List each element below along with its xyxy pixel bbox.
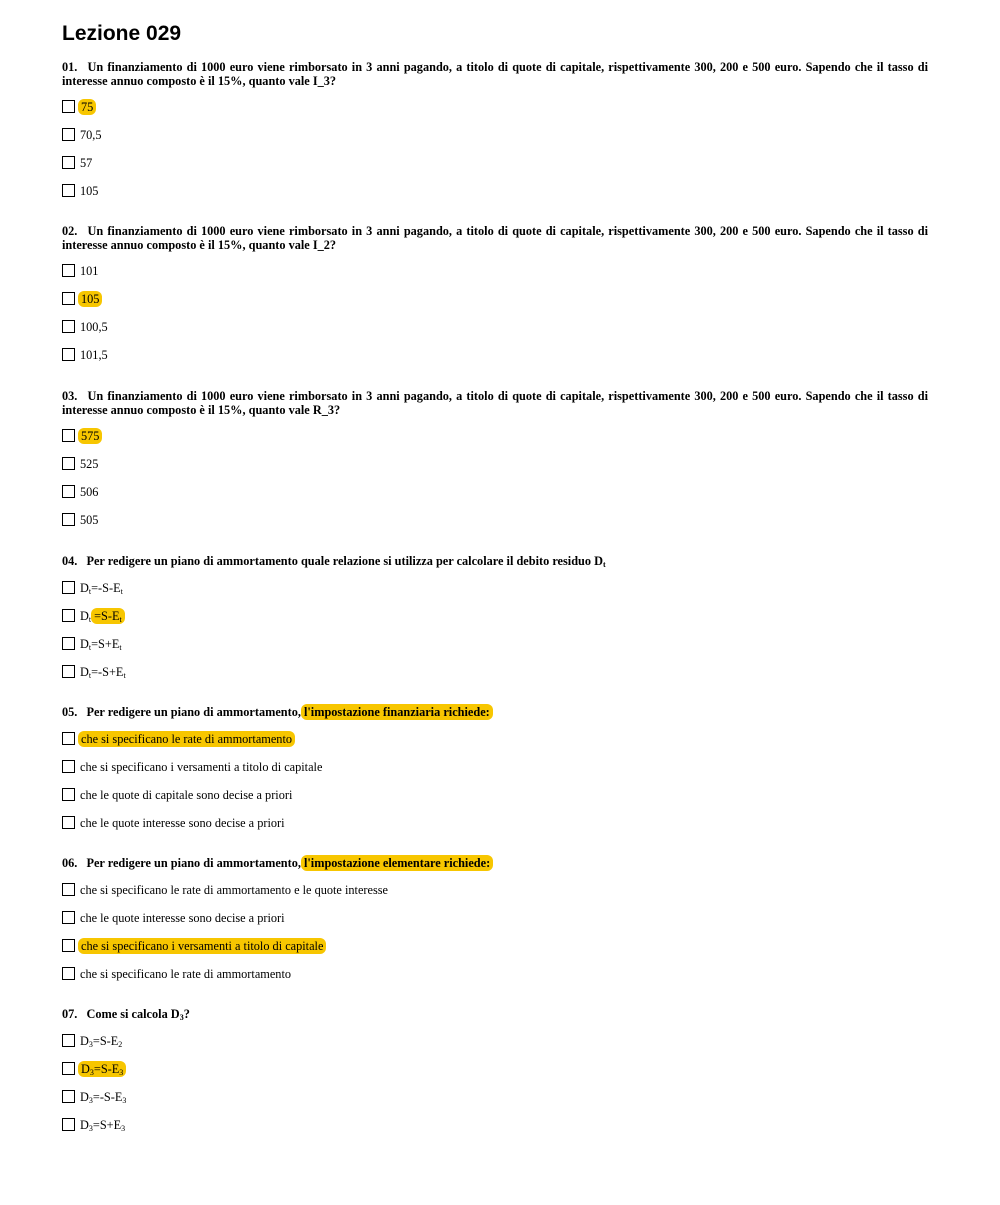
answer-label: $D_t$ — [80, 609, 92, 624]
question-body: Per redigere un piano di ammortamento, — [86, 705, 301, 719]
answer-label: 505 — [80, 513, 99, 527]
answer-label: 100,5 — [80, 320, 108, 334]
question-number: 06. — [62, 856, 78, 870]
answer-label-highlighted: 575 — [78, 428, 102, 444]
checkbox[interactable] — [62, 320, 75, 333]
answer-label: che le quote interesse sono decise a priori — [80, 816, 285, 830]
question-01 — [62, 60, 928, 211]
answer-label: 101 — [80, 264, 99, 278]
checkbox[interactable] — [62, 967, 75, 980]
question-number: 04. — [62, 554, 78, 568]
question-highlight: l'impostazione finanziaria richiede: — [301, 704, 493, 720]
question-text — [62, 856, 928, 870]
answer-option[interactable] — [62, 580, 928, 608]
answer-label: $D_t=-S+E_t$ — [80, 665, 126, 680]
answer-option[interactable] — [62, 347, 928, 375]
page-title: Lezione 029 — [62, 22, 182, 45]
answer-label: $D_t=-S-E_t$ — [80, 581, 123, 596]
checkbox[interactable] — [62, 911, 75, 924]
checkbox[interactable] — [62, 665, 75, 678]
answer-option[interactable] — [62, 938, 928, 966]
question-07 — [62, 1007, 928, 1145]
question-body: Un finanziamento di 1000 euro viene rimborsato in 3 anni pagando, a titolo di quote di capitale, rispettivamente 300, 200 e 500 euro. Sapendo che il tasso di interesse annuo composto è il 15%, quanto vale R_3? — [62, 389, 928, 417]
checkbox[interactable] — [62, 292, 75, 305]
answer-option[interactable] — [62, 291, 928, 319]
answer-option[interactable] — [62, 1033, 928, 1061]
checkbox[interactable] — [62, 429, 75, 442]
answer-option[interactable] — [62, 319, 928, 347]
answer-option[interactable] — [62, 731, 928, 759]
checkbox[interactable] — [62, 609, 75, 622]
answer-option[interactable] — [62, 882, 928, 910]
answer-options — [62, 1033, 928, 1145]
answer-label: che si specificano le rate di ammortamento e le quote interesse — [80, 883, 388, 897]
question-number: 07. — [62, 1007, 78, 1021]
answer-option[interactable] — [62, 759, 928, 787]
checkbox[interactable] — [62, 788, 75, 801]
checkbox[interactable] — [62, 1062, 75, 1075]
answer-label: $D_3=-S-E_3$ — [80, 1090, 127, 1105]
question-body: Un finanziamento di 1000 euro viene rimborsato in 3 anni pagando, a titolo di quote di capitale, rispettivamente 300, 200 e 500 euro. Sapendo che il tasso di interesse annuo composto è il 15%, quanto vale I_3? — [62, 60, 928, 88]
question-number: 05. — [62, 705, 78, 719]
checkbox[interactable] — [62, 581, 75, 594]
answer-label-highlighted: che si specificano le rate di ammortamento — [78, 731, 295, 747]
checkbox[interactable] — [62, 513, 75, 526]
question-text — [62, 705, 928, 719]
answer-label: che si specificano i versamenti a titolo di capitale — [80, 760, 323, 774]
answer-option[interactable] — [62, 1117, 928, 1145]
answer-label: 105 — [80, 184, 99, 198]
answer-options — [62, 263, 928, 375]
answer-option[interactable] — [62, 99, 928, 127]
question-text — [62, 389, 928, 417]
answer-label: che le quote di capitale sono decise a priori — [80, 788, 293, 802]
answer-option[interactable] — [62, 1089, 928, 1117]
question-body: Un finanziamento di 1000 euro viene rimborsato in 3 anni pagando, a titolo di quote di capitale, rispettivamente 300, 200 e 500 euro. Sapendo che il tasso di interesse annuo composto è il 15%, quanto vale I_2? — [62, 224, 928, 252]
answer-option[interactable] — [62, 428, 928, 456]
question-text — [62, 60, 928, 88]
question-text — [62, 554, 928, 568]
checkbox[interactable] — [62, 184, 75, 197]
answer-option[interactable] — [62, 664, 928, 692]
subscript: 3 — [179, 1013, 184, 1022]
checkbox[interactable] — [62, 485, 75, 498]
answer-option[interactable] — [62, 608, 928, 636]
answer-label: 70,5 — [80, 128, 102, 142]
answer-option[interactable] — [62, 815, 928, 843]
answer-option[interactable] — [62, 910, 928, 938]
question-text — [62, 1007, 928, 1021]
answer-option[interactable] — [62, 636, 928, 664]
answer-label: 525 — [80, 457, 99, 471]
question-number: 02. — [62, 224, 78, 238]
question-06 — [62, 856, 928, 994]
answer-label-highlighted: 75 — [78, 99, 96, 115]
answer-options — [62, 882, 928, 994]
answer-label: $D_t=S+E_t$ — [80, 637, 122, 652]
checkbox[interactable] — [62, 1090, 75, 1103]
checkbox[interactable] — [62, 264, 75, 277]
checkbox[interactable] — [62, 100, 75, 113]
answer-label: 57 — [80, 156, 93, 170]
answer-label: 506 — [80, 485, 99, 499]
checkbox[interactable] — [62, 883, 75, 896]
question-05 — [62, 705, 928, 843]
question-highlight: l'impostazione elementare richiede: — [301, 855, 493, 871]
answer-option[interactable] — [62, 1061, 928, 1089]
answer-option[interactable] — [62, 484, 928, 512]
question-mark: ? — [183, 1007, 190, 1021]
checkbox[interactable] — [62, 637, 75, 650]
checkbox[interactable] — [62, 1034, 75, 1047]
answer-label: che le quote interesse sono decise a priori — [80, 911, 285, 925]
checkbox[interactable] — [62, 348, 75, 361]
checkbox[interactable] — [62, 156, 75, 169]
question-04 — [62, 554, 928, 692]
answer-options — [62, 428, 928, 540]
answer-option[interactable] — [62, 183, 928, 211]
answer-option[interactable] — [62, 966, 928, 994]
checkbox[interactable] — [62, 816, 75, 829]
question-body: Per redigere un piano di ammortamento, — [86, 856, 301, 870]
question-number: 03. — [62, 389, 78, 403]
question-02 — [62, 224, 928, 375]
checkbox[interactable] — [62, 1118, 75, 1131]
question-03 — [62, 389, 928, 540]
answer-option[interactable] — [62, 127, 928, 155]
question-body: Come si calcola D — [86, 1007, 180, 1021]
checkbox[interactable] — [62, 732, 75, 745]
checkbox[interactable] — [62, 760, 75, 773]
answer-option[interactable] — [62, 456, 928, 484]
subscript: t — [603, 560, 606, 569]
answer-label: che si specificano le rate di ammortamento — [80, 967, 292, 981]
answer-option[interactable] — [62, 263, 928, 291]
answer-options — [62, 731, 928, 843]
answer-label-highlighted: che si specificano i versamenti a titolo di capitale — [78, 938, 326, 954]
answer-label: $D_3=S+E_3$ — [80, 1118, 126, 1133]
question-text — [62, 224, 928, 252]
checkbox[interactable] — [62, 128, 75, 141]
question-body: Per redigere un piano di ammortamento quale relazione si utilizza per calcolare il debito residuo D — [86, 554, 603, 568]
checkbox[interactable] — [62, 939, 75, 952]
checkbox[interactable] — [62, 457, 75, 470]
answer-option[interactable] — [62, 787, 928, 815]
question-number: 01. — [62, 60, 78, 74]
answer-label: $D_3=S-E_2$ — [80, 1034, 123, 1049]
answer-label-highlighted: $D_3=S-E_3$ — [78, 1061, 126, 1077]
answer-label-highlighted: 105 — [78, 291, 102, 307]
answer-option[interactable] — [62, 155, 928, 183]
answer-options — [62, 99, 928, 211]
answer-label: 101,5 — [80, 348, 108, 362]
answer-label-highlighted: $=S-E_t$ — [91, 608, 125, 624]
answer-option[interactable] — [62, 512, 928, 540]
answer-options — [62, 580, 928, 692]
